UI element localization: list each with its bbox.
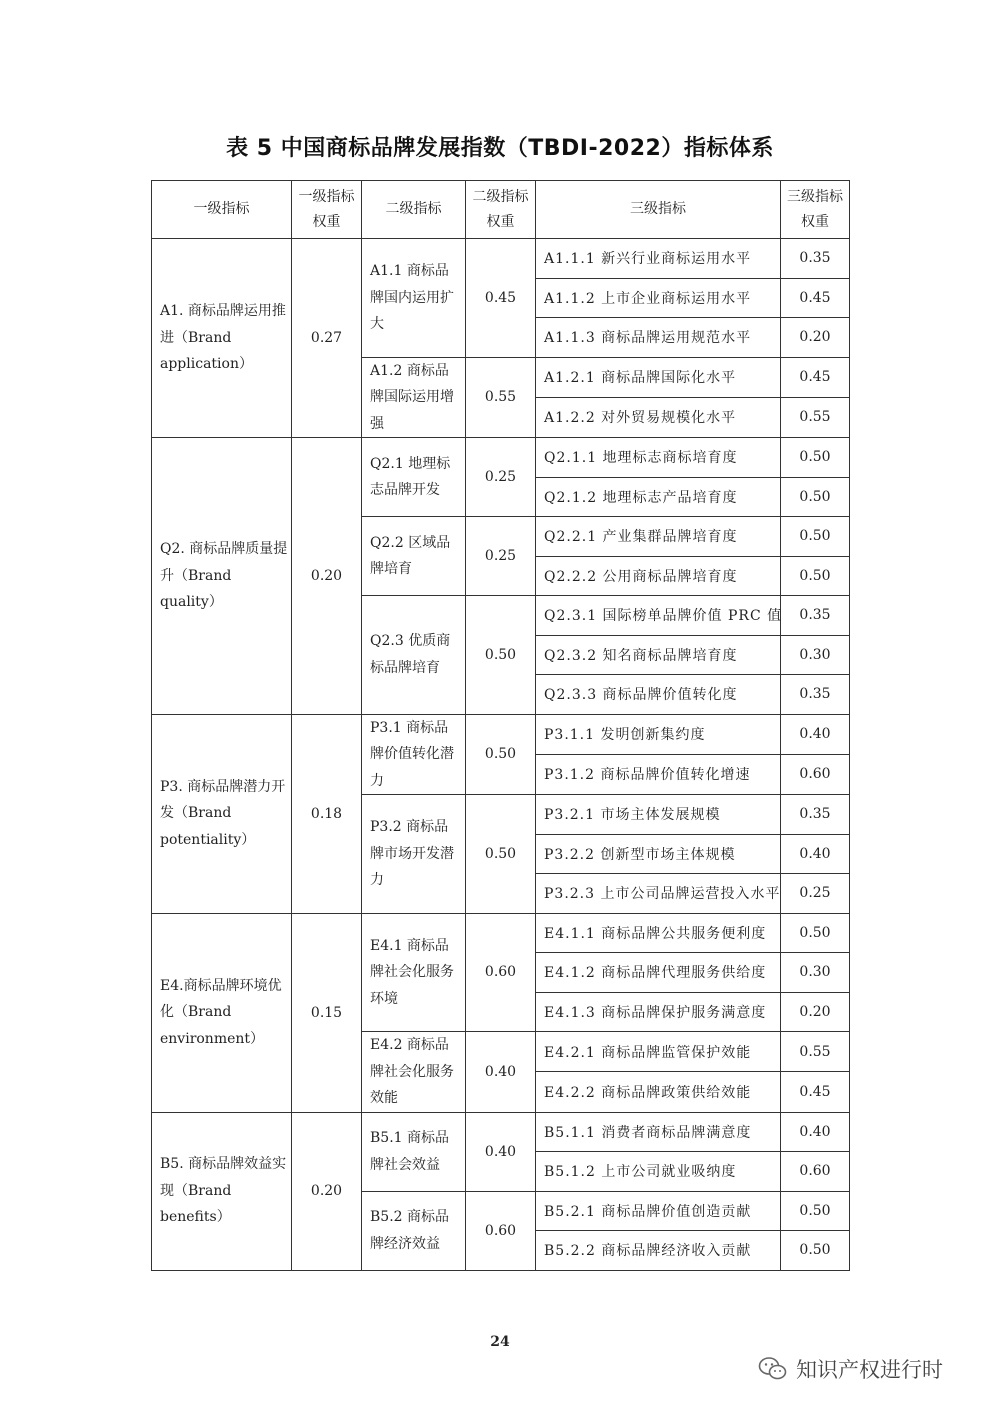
level3-weight: 0.45 <box>781 278 850 318</box>
table-row <box>152 438 850 478</box>
header-level3: 三级指标 <box>536 181 781 239</box>
level2-weight: 0.45 <box>466 239 536 358</box>
level3-indicator: P3.1.2 商标品牌价值转化增速 <box>536 754 781 794</box>
level3-weight: 0.35 <box>781 596 850 636</box>
header-level3-weight: 三级指标权重 <box>781 181 850 239</box>
page-number: 24 <box>490 1334 510 1350</box>
level3-weight: 0.50 <box>781 438 850 478</box>
level3-weight: 0.20 <box>781 992 850 1032</box>
header-level2-weight: 二级指标权重 <box>466 181 536 239</box>
level2-indicator: Q2.3 优质商标品牌培育 <box>362 596 466 715</box>
level3-weight: 0.50 <box>781 1191 850 1231</box>
level3-weight: 0.60 <box>781 754 850 794</box>
level3-weight: 0.45 <box>781 357 850 397</box>
level2-indicator: Q2.1 地理标志品牌开发 <box>362 438 466 517</box>
level2-weight: 0.60 <box>466 1191 536 1270</box>
level3-indicator: P3.1.1 发明创新集约度 <box>536 714 781 754</box>
level3-indicator: Q2.2.2 公用商标品牌培育度 <box>536 556 781 596</box>
level2-indicator: E4.1 商标品牌社会化服务环境 <box>362 913 466 1032</box>
level1-indicator: B5. 商标品牌效益实现（Brand benefits） <box>152 1112 292 1270</box>
level2-indicator: Q2.2 区域品牌培育 <box>362 517 466 596</box>
level1-weight: 0.18 <box>292 714 362 913</box>
level1-indicator: A1. 商标品牌运用推进（Brand application） <box>152 239 292 438</box>
table-title: 表 5 中国商标品牌发展指数（TBDI-2022）指标体系 <box>226 136 774 161</box>
level3-indicator: P3.2.2 创新型市场主体规模 <box>536 834 781 874</box>
header-level2: 二级指标 <box>362 181 466 239</box>
watermark-text: 知识产权进行时 <box>796 1358 943 1382</box>
header-level1-weight: 一级指标权重 <box>292 181 362 239</box>
level3-weight: 0.55 <box>781 1032 850 1072</box>
level3-indicator: Q2.3.2 知名商标品牌培育度 <box>536 635 781 675</box>
level3-indicator: E4.1.3 商标品牌保护服务满意度 <box>536 992 781 1032</box>
level2-weight: 0.50 <box>466 714 536 795</box>
level2-weight: 0.40 <box>466 1032 536 1113</box>
level2-indicator: A1.1 商标品牌国内运用扩大 <box>362 239 466 358</box>
wechat-icon <box>758 1356 788 1382</box>
level3-indicator: A1.1.3 商标品牌运用规范水平 <box>536 318 781 358</box>
level2-weight: 0.50 <box>466 596 536 715</box>
level3-weight: 0.30 <box>781 953 850 993</box>
level2-indicator: B5.1 商标品牌社会效益 <box>362 1112 466 1191</box>
level3-indicator: Q2.1.2 地理标志产品培育度 <box>536 477 781 517</box>
level3-indicator: P3.2.1 市场主体发展规模 <box>536 795 781 835</box>
level3-indicator: E4.2.1 商标品牌监管保护效能 <box>536 1032 781 1072</box>
level2-weight: 0.55 <box>466 357 536 438</box>
table-row <box>152 239 850 279</box>
level3-indicator: E4.1.1 商标品牌公共服务便利度 <box>536 913 781 953</box>
level3-indicator: B5.2.2 商标品牌经济收入贡献 <box>536 1231 781 1271</box>
header-level1: 一级指标 <box>152 181 292 239</box>
level1-indicator: P3. 商标品牌潜力开发（Brand potentiality） <box>152 714 292 913</box>
level1-indicator: Q2. 商标品牌质量提升（Brand quality） <box>152 438 292 715</box>
level3-indicator: B5.1.1 消费者商标品牌满意度 <box>536 1112 781 1152</box>
level3-indicator: A1.2.2 对外贸易规模化水平 <box>536 397 781 437</box>
table-body <box>152 239 850 1271</box>
level1-weight: 0.27 <box>292 239 362 438</box>
level3-weight: 0.55 <box>781 397 850 437</box>
level3-weight: 0.35 <box>781 675 850 715</box>
level3-weight: 0.40 <box>781 714 850 754</box>
level1-weight: 0.15 <box>292 913 362 1112</box>
level2-indicator: P3.1 商标品牌价值转化潜力 <box>362 714 466 795</box>
level2-indicator: P3.2 商标品牌市场开发潜力 <box>362 795 466 914</box>
level3-indicator: E4.2.2 商标品牌政策供给效能 <box>536 1072 781 1112</box>
level2-weight: 0.40 <box>466 1112 536 1191</box>
level3-weight: 0.40 <box>781 1112 850 1152</box>
level3-indicator: Q2.3.3 商标品牌价值转化度 <box>536 675 781 715</box>
level3-indicator: E4.1.2 商标品牌代理服务供给度 <box>536 953 781 993</box>
level2-indicator: B5.2 商标品牌经济效益 <box>362 1191 466 1270</box>
level1-weight: 0.20 <box>292 438 362 715</box>
level2-weight: 0.50 <box>466 795 536 914</box>
level3-weight: 0.20 <box>781 318 850 358</box>
level3-weight: 0.50 <box>781 477 850 517</box>
level3-weight: 0.60 <box>781 1152 850 1192</box>
level3-weight: 0.50 <box>781 1231 850 1271</box>
level3-indicator: P3.2.3 上市公司品牌运营投入水平 <box>536 874 781 914</box>
level3-indicator: A1.1.1 新兴行业商标运用水平 <box>536 239 781 279</box>
level3-weight: 0.50 <box>781 517 850 557</box>
level2-weight: 0.60 <box>466 913 536 1032</box>
table-header-row <box>152 181 850 239</box>
level3-indicator: A1.1.2 上市企业商标运用水平 <box>536 278 781 318</box>
level3-indicator: B5.1.2 上市公司就业吸纳度 <box>536 1152 781 1192</box>
level2-indicator: E4.2 商标品牌社会化服务效能 <box>362 1032 466 1113</box>
level3-indicator: A1.2.1 商标品牌国际化水平 <box>536 357 781 397</box>
index-system-table <box>151 180 850 1271</box>
level1-indicator: E4.商标品牌环境优化（Brand environment） <box>152 913 292 1112</box>
level2-weight: 0.25 <box>466 517 536 596</box>
level3-indicator: B5.2.1 商标品牌价值创造贡献 <box>536 1191 781 1231</box>
level3-weight: 0.35 <box>781 239 850 279</box>
level3-weight: 0.30 <box>781 635 850 675</box>
level3-indicator: Q2.2.1 产业集群品牌培育度 <box>536 517 781 557</box>
table-row <box>152 714 850 754</box>
level3-weight: 0.50 <box>781 913 850 953</box>
level2-weight: 0.25 <box>466 438 536 517</box>
level3-weight: 0.25 <box>781 874 850 914</box>
watermark <box>758 1354 943 1384</box>
level3-indicator: Q2.3.1 国际榜单品牌价值 PRC 值 <box>536 596 781 636</box>
level3-weight: 0.40 <box>781 834 850 874</box>
table-row <box>152 913 850 953</box>
level1-weight: 0.20 <box>292 1112 362 1270</box>
level3-weight: 0.35 <box>781 795 850 835</box>
level3-indicator: Q2.1.1 地理标志商标培育度 <box>536 438 781 478</box>
level3-weight: 0.45 <box>781 1072 850 1112</box>
level3-weight: 0.50 <box>781 556 850 596</box>
table-row <box>152 1112 850 1152</box>
level2-indicator: A1.2 商标品牌国际运用增强 <box>362 357 466 438</box>
